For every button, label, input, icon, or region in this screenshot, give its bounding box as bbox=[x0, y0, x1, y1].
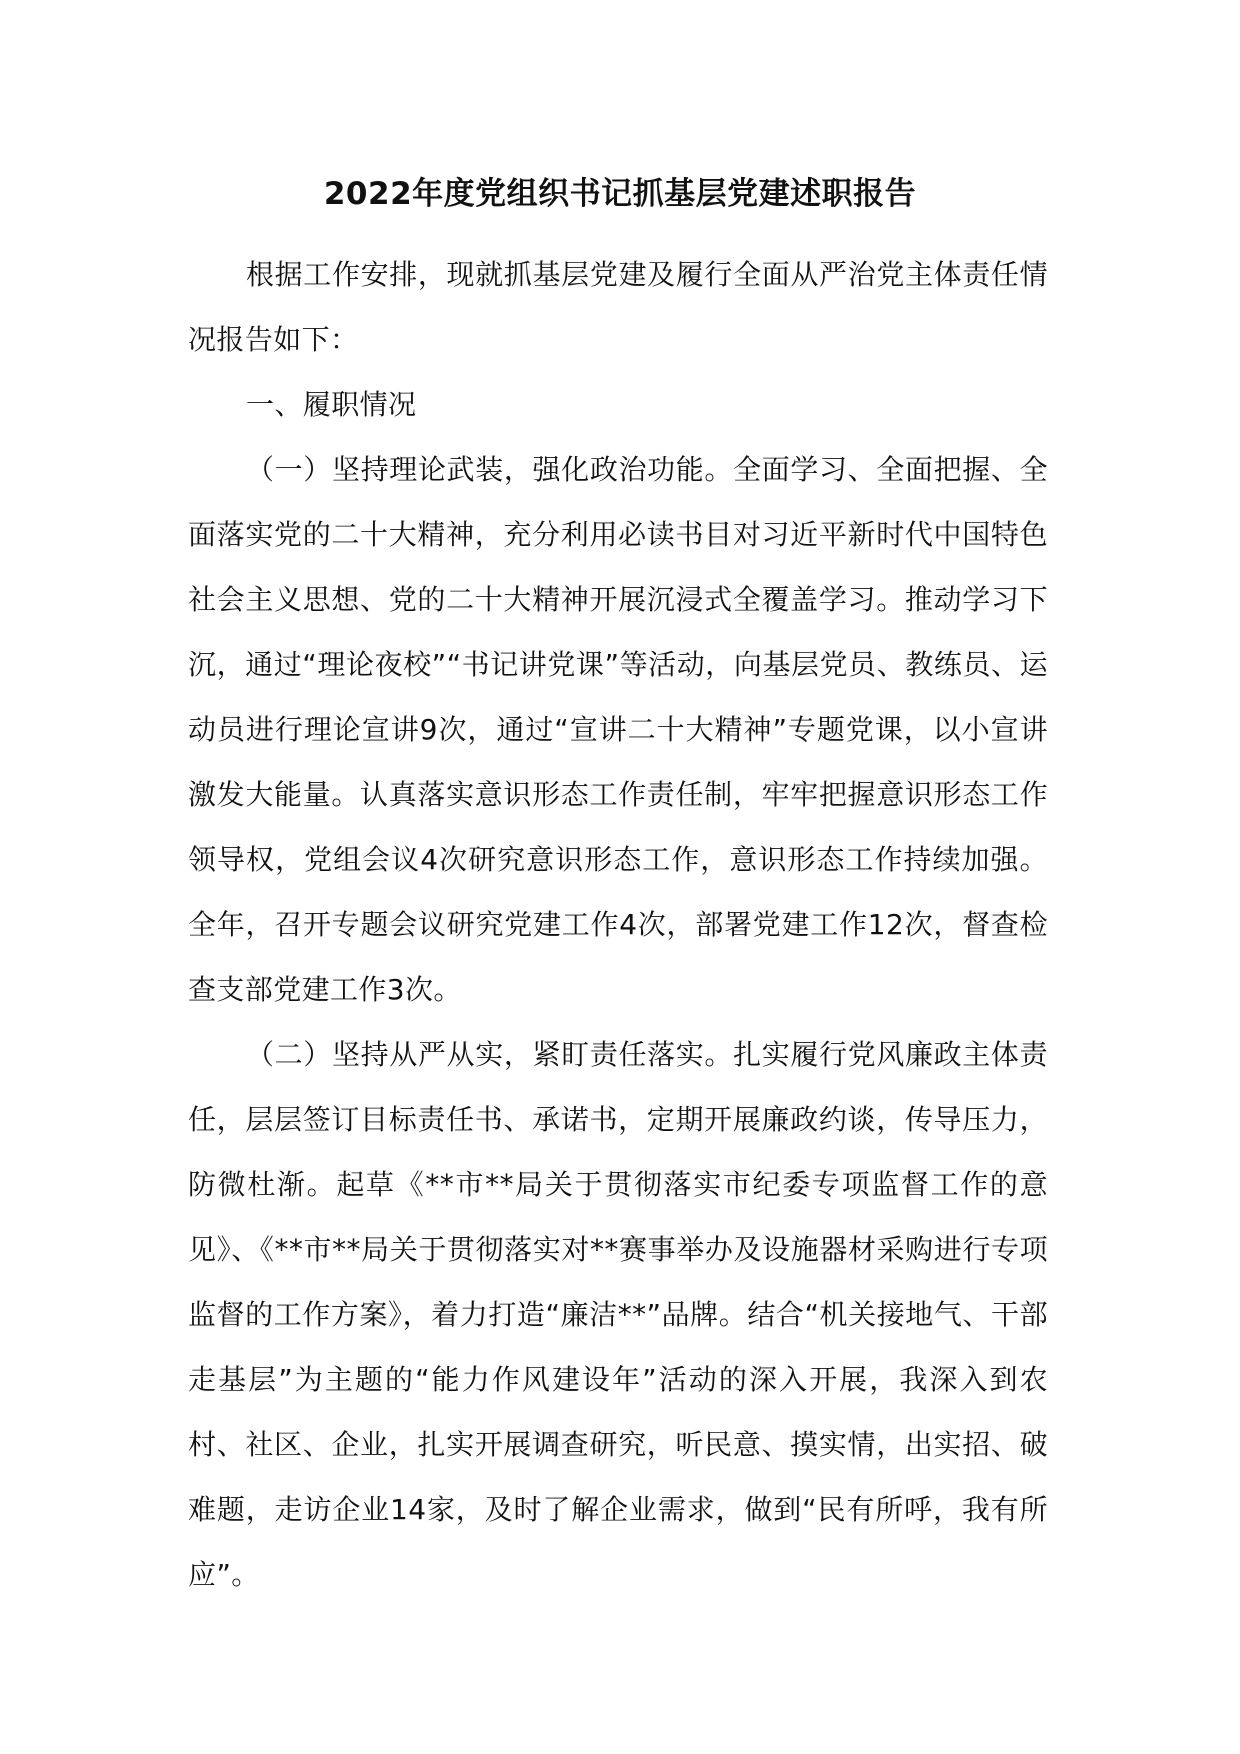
document-title: 2022年度党组织书记抓基层党建述职报告 bbox=[323, 176, 917, 212]
document-body bbox=[188, 242, 1048, 1607]
paragraph-responsibility: （二）坚持从严从实，紧盯责任落实。扎实履行党风廉政主体责任，层层签订目标责任书、承诺书，定期开展廉政约谈，传导压力，防微杜渐。起草《**市**局关于贯彻落实市纪委专项监督工作的意见》、《**市**局关于贯彻落实对**赛事举办及设施器材采购进行专项监督的工作方案》，着力打造“廉洁**”品牌。结合“机关接地气、干部走基层”为主题的“能力作风建设年”活动的深入开展，我深入到农村、社区、企业，扎实开展调查研究，听民意、摸实情，出实招、破难题，走访企业14家，及时了解企业需求，做到“民有所呼，我有所应”。 bbox=[188, 1038, 1048, 1591]
paragraph-theory: （一）坚持理论武装，强化政治功能。全面学习、全面把握、全面落实党的二十大精神，充分利用必读书目对习近平新时代中国特色社会主义思想、党的二十大精神开展沉浸式全覆盖学习。推动学习下沉，通过“理论夜校”“书记讲党课”等活动，向基层党员、教练员、运动员进行理论宣讲9次，通过“宣讲二十大精神”专题党课，以小宣讲激发大能量。认真落实意识形态工作责任制，牢牢把握意识形态工作领导权，党组会议4次研究意识形态工作，意识形态工作持续加强。全年，召开专题会议研究党建工作4次，部署党建工作12次，督查检查支部党建工作3次。 bbox=[188, 453, 1048, 1006]
paragraph-intro: 根据工作安排，现就抓基层党建及履行全面从严治党主体责任情况报告如下： bbox=[188, 258, 1048, 356]
section-heading-duties: 一、履职情况 bbox=[246, 388, 417, 421]
